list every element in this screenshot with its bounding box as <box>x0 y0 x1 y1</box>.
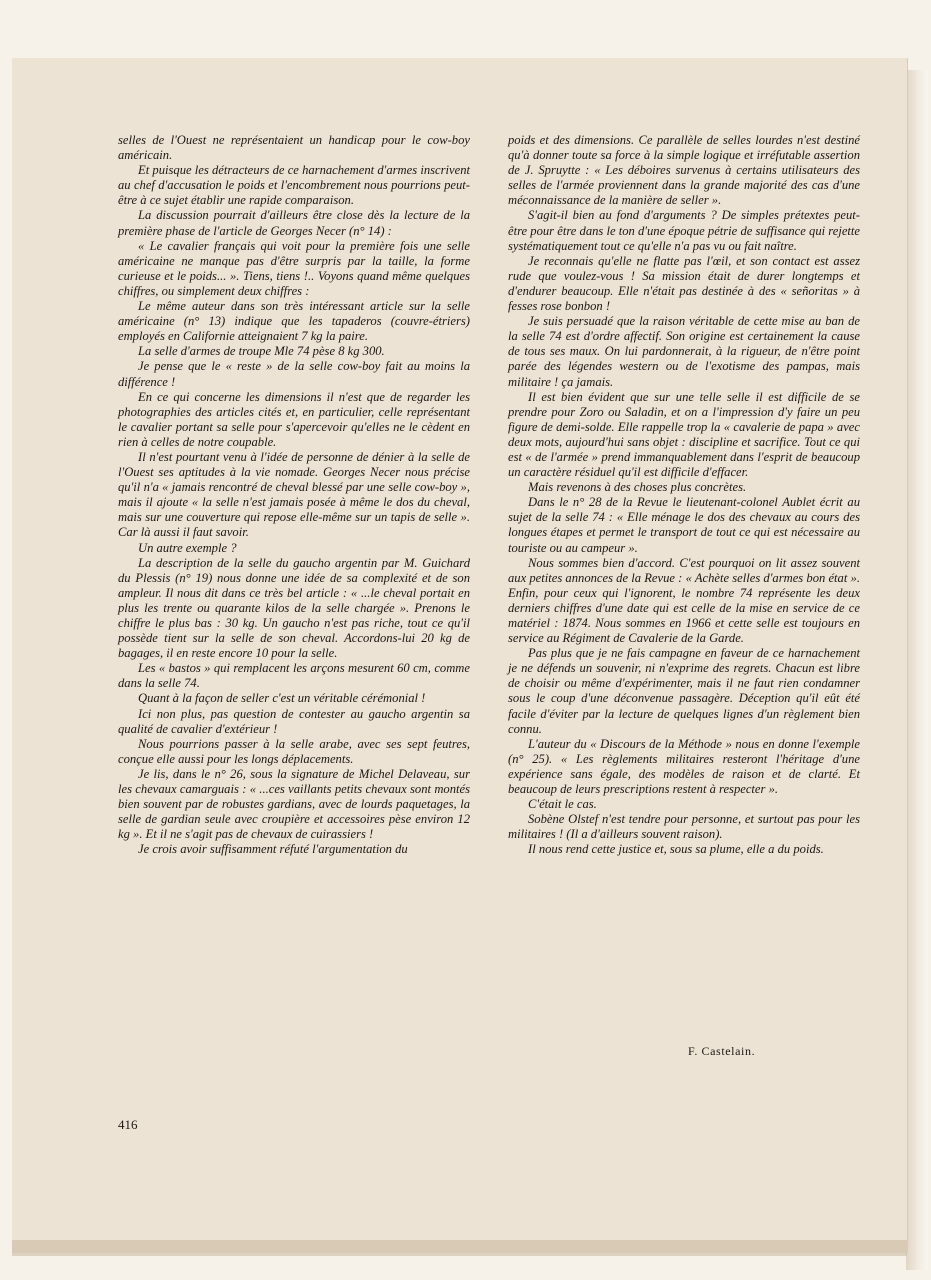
paragraph-right-9: Pas plus que je ne fais campagne en faveur de ce harnachement je ne défends un souvenir, ni n'exprime des regrets. Chacun est libre de choisir ou même d'expérimenter, mais il ne faut rien condamner sous le coup d'une déconvenue passagère. Déception qu'il eût été facile d'éviter par la lecture de quelques lignes d'un règlement bien connu. <box>508 646 860 736</box>
paragraph-left-16: Je lis, dans le n° 26, sous la signature de Michel Delaveau, sur les chevaux camarguais : « ...ces vaillants petits chevaux sont montés bien souvent par de robustes gardians, avec de lourds paquetages, la selle de gardian seule avec croupière et accessoires pèse environ 12 kg ». Et il ne s'agit pas de chevaux de cuirassiers ! <box>118 766 470 842</box>
left-text-column <box>118 133 470 858</box>
paragraph-right-7: Dans le n° 28 de la Revue le lieutenant-colonel Aublet écrit au sujet de la selle 74 : « Elle ménage le dos des chevaux au cours des longues étapes et permet le transport de tout ce qui est nécessaire au touriste ou au campeur ». <box>508 495 860 555</box>
paragraph-right-8: Nous sommes bien d'accord. C'est pourquoi on lit assez souvent aux petites annonces de la Revue : « Achète selles d'armes bon état ». Enfin, pour ceux qui l'ignorent, le nombre 74 représente les deux derniers chiffres d'une date qui est celle de la mise en service de ce matériel : 1874. Nous sommes en 1966 et cette selle est toujours en service au Régiment de Cavalerie de la Garde. <box>508 555 860 646</box>
paragraph-left-6: La selle d'armes de troupe Mle 74 pèse 8 kg 300. <box>138 344 385 359</box>
paragraph-right-11: C'était le cas. <box>528 797 597 812</box>
paragraph-left-3: La discussion pourrait d'ailleurs être close dès la lecture de la première phase de l'article de Georges Necer (n° 14) : <box>118 208 470 238</box>
page-bottom-edge <box>12 1240 907 1256</box>
author-signature: F. Castelain. <box>688 1044 756 1058</box>
paragraph-left-1: selles de l'Ouest ne représentaient un handicap pour le cow-boy américain. <box>118 133 470 163</box>
paragraph-right-2: S'agit-il bien au fond d'arguments ? De simples prétextes peut-être pour être dans le ton d'une époque pétrie de suffisance qui rejette systématiquement tout ce qu'elle n'a pas vu ou fait naître. <box>508 208 860 253</box>
paragraph-right-13: Il nous rend cette justice et, sous sa plume, elle a du poids. <box>528 842 824 857</box>
paragraph-left-10: Un autre exemple ? <box>138 540 237 555</box>
paragraph-left-14: Ici non plus, pas question de contester au gaucho argentin sa qualité de cavalier d'extérieur ! <box>118 706 470 736</box>
paragraph-right-4: Je suis persuadé que la raison véritable de cette mise au ban de la selle 74 est d'ordre affectif. Son origine est certainement la cause de tous ses maux. On lui pardonnerait, à la rigueur, de n'être point parée des légendes western ou de l'exotisme des pampas, mais militaire ! ça jamais. <box>508 314 860 389</box>
paragraph-right-3: Je reconnais qu'elle ne flatte pas l'œil, et son contact est assez rude que voulez-vous ! Sa mission était de durer longtemps et d'endurer beaucoup. Elle n'était pas destinée à des « señoritas » à fesses rose bonbon ! <box>508 253 860 314</box>
paragraph-right-1: poids et des dimensions. Ce parallèle de selles lourdes n'est destiné qu'à donner toute sa force à la simple logique et irréfutable assertion de J. Spruytte : « Les déboires survenus à certains utilisateurs des selles de l'armée proviennent dans la grande majorité des cas d'une méconnaissance de la manière de seller ». <box>508 133 860 208</box>
paragraph-left-13: Quant à la façon de seller c'est un véritable cérémonial ! <box>138 691 426 706</box>
paragraph-left-2: Et puisque les détracteurs de ce harnachement d'armes inscrivent au chef d'accusation le poids et l'encombrement nous pourrions peut-être à ce sujet établir une rapide comparaison. <box>118 163 470 208</box>
right-text-column <box>508 133 860 858</box>
paragraph-right-5: Il est bien évident que sur une telle selle il est difficile de se prendre pour Zoro ou Saladin, et on a l'impression d'y faire un peu figure de demi-solde. Elle rappelle trop la « cavalerie de papa » avec deux mots, aujourd'hui sans objet : discipline et sacrifice. Tout ce qui est « de l'armée » prend immanquablement dans l'esprit de beaucoup un caractère résiduel qu'il est difficile d'effacer. <box>508 389 860 480</box>
page-edge-shadow <box>906 70 928 1270</box>
paragraph-left-4: « Le cavalier français qui voit pour la première fois une selle américaine ne manque pas d'être surpris par la taille, la forme curieuse et le poids... ». Tiens, tiens !.. Voyons quand même quelques chiffres, ou simplement deux chiffres : <box>118 238 470 298</box>
paragraph-left-17: Je crois avoir suffisamment réfuté l'argumentation du <box>138 842 408 857</box>
paragraph-left-9: Il n'est pourtant venu à l'idée de personne de dénier à la selle de l'Ouest ses aptitudes à la vie nomade. Georges Necer nous précise qu'il n'a « jamais rencontré de cheval blessé par une selle cow-boy », mais il ajoute « la selle n'est jamais posée à même le dos du cheval, mais sur une couverture qui repose elle-même sur un tapis de selle ». Car là aussi il faut savoir. <box>118 449 470 540</box>
paragraph-left-5: Le même auteur dans son très intéressant article sur la selle américaine (n° 13) indique que les tapaderos (couvre-étriers) employés en Californie atteignaient 7 kg la paire. <box>118 299 470 344</box>
page-number: 416 <box>118 1117 138 1132</box>
paragraph-left-11: La description de la selle du gaucho argentin par M. Guichard du Plessis (n° 19) nous donne une idée de sa complexité et de son ampleur. Il nous dit dans ce très bel article : « ...le cheval portait en plus les trente ou quarante kilos de la selle chargée ». Prenons le chiffre le plus bas : 30 kg. Un gaucho n'est pas riche, tout ce qu'il possède tient sur la selle de son cheval. Accordons-lui 20 kg de bagages, il en reste encore 10 pour la selle. <box>118 555 470 661</box>
paragraph-right-6: Mais revenons à des choses plus concrètes. <box>528 480 747 495</box>
paragraph-right-10: L'auteur du « Discours de la Méthode » nous en donne l'exemple (n° 25). « Les règlements militaires resteront l'héritage d'une expérience sans égale, des modèles de raison et de clarté. Et beaucoup de leurs prescriptions restent à respecter ». <box>508 736 860 797</box>
paragraph-left-7: Je pense que le « reste » de la selle cow-boy fait au moins la différence ! <box>118 359 470 389</box>
paragraph-left-15: Nous pourrions passer à la selle arabe, avec ses sept feutres, conçue elle aussi pour les longs déplacements. <box>118 736 470 766</box>
paragraph-right-12: Sobène Olstef n'est tendre pour personne, et surtout pas pour les militaires ! (Il a d'ailleurs souvent raison). <box>508 812 860 842</box>
paragraph-left-8: En ce qui concerne les dimensions il n'est que de regarder les photographies des articles cités et, en particulier, celle représentant le cavalier portant sa selle pour s'apercevoir qu'elles ne le cèdent en rien à celles de notre coupable. <box>118 389 470 449</box>
paragraph-left-12: Les « bastos » qui remplacent les arçons mesurent 60 cm, comme dans la selle 74. <box>118 661 470 691</box>
